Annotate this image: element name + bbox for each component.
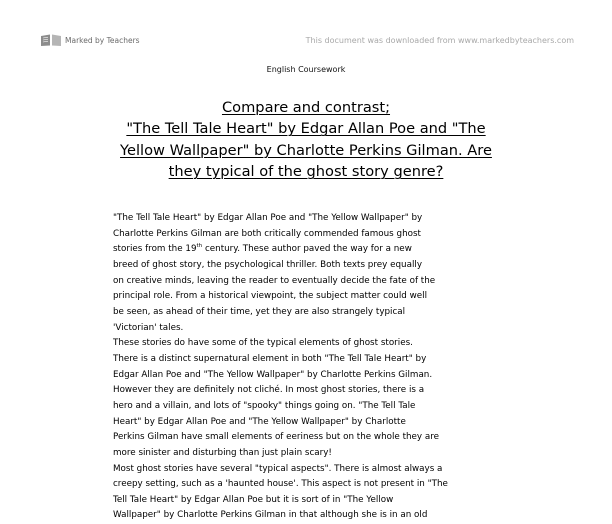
body-line: Edgar Allan Poe and "The Yellow Wallpaper" by Charlotte Perkins Gilman. <box>113 369 433 380</box>
body-line-part: stories from the 19 <box>113 244 197 255</box>
body-line: Most ghost stories have several "typical aspects". There is almost always a <box>113 463 443 474</box>
body-line: be seen, as ahead of their time, yet they are also strangely typical <box>113 306 406 317</box>
body-line: on creative minds, leaving the reader to eventually decide the fate of the <box>113 275 436 286</box>
body-line <box>113 242 513 258</box>
body-line: Charlotte Perkins Gilman are both critically commended famous ghost <box>113 228 421 239</box>
body-line: Heart" by Edgar Allan Poe and "The Yellow Wallpaper" by Charlotte <box>113 416 406 427</box>
download-notice: This document was downloaded from www.markedbyteachers.com <box>305 36 574 45</box>
title-line: they typical of the ghost story genre? <box>168 163 444 181</box>
body-line: breed of ghost story, the psychological thriller. Both texts prey equally <box>113 259 422 270</box>
body-line: creepy setting, such as a 'haunted house'. This aspect is not present in "The <box>113 479 448 490</box>
superscript-th: th <box>196 243 203 250</box>
document-title <box>100 97 512 183</box>
logo-text: Marked by Teachers <box>65 35 140 45</box>
title-line: "The Tell Tale Heart" by Edgar Allan Poe and "The <box>126 120 486 138</box>
title-line: Compare and contrast; <box>221 99 391 116</box>
body-line: hero and a villain, and lots of "spooky" things going on. "The Tell Tale <box>113 400 416 411</box>
open-book-icon <box>40 33 62 47</box>
body-line: These stories do have some of the typical elements of ghost stories. <box>113 338 413 349</box>
body-line: Tell Tale Heart" by Edgar Allan Poe but it is sort of in "The Yellow <box>113 494 394 505</box>
marked-by-teachers-logo[interactable] <box>40 33 140 47</box>
page-header <box>0 0 612 60</box>
body-line: principal role. From a historical viewpoint, the subject matter could well <box>113 291 428 302</box>
body-line: There is a distinct supernatural element in both "The Tell Tale Heart" by <box>113 353 427 364</box>
course-label: English Coursework <box>266 65 346 74</box>
body-line: 'Victorian' tales. <box>113 322 184 333</box>
body-line: "The Tell Tale Heart" by Edgar Allan Poe and "The Yellow Wallpaper" by <box>113 213 423 223</box>
body-line: more sinister and disturbing than just plain scary! <box>113 447 332 458</box>
body-line: However they are definitely not cliché. In most ghost stories, there is a <box>113 385 425 396</box>
title-line: Yellow Wallpaper" by Charlotte Perkins Gilman. Are <box>120 141 492 159</box>
body-line: Wallpaper" by Charlotte Perkins Gilman in that although she is in an old <box>113 510 428 521</box>
body-line-part: century. These author paved the way for a new <box>202 244 412 255</box>
body-line: Perkins Gilman have small elements of eeriness but on the whole they are <box>113 432 440 443</box>
essay-body <box>113 211 513 524</box>
